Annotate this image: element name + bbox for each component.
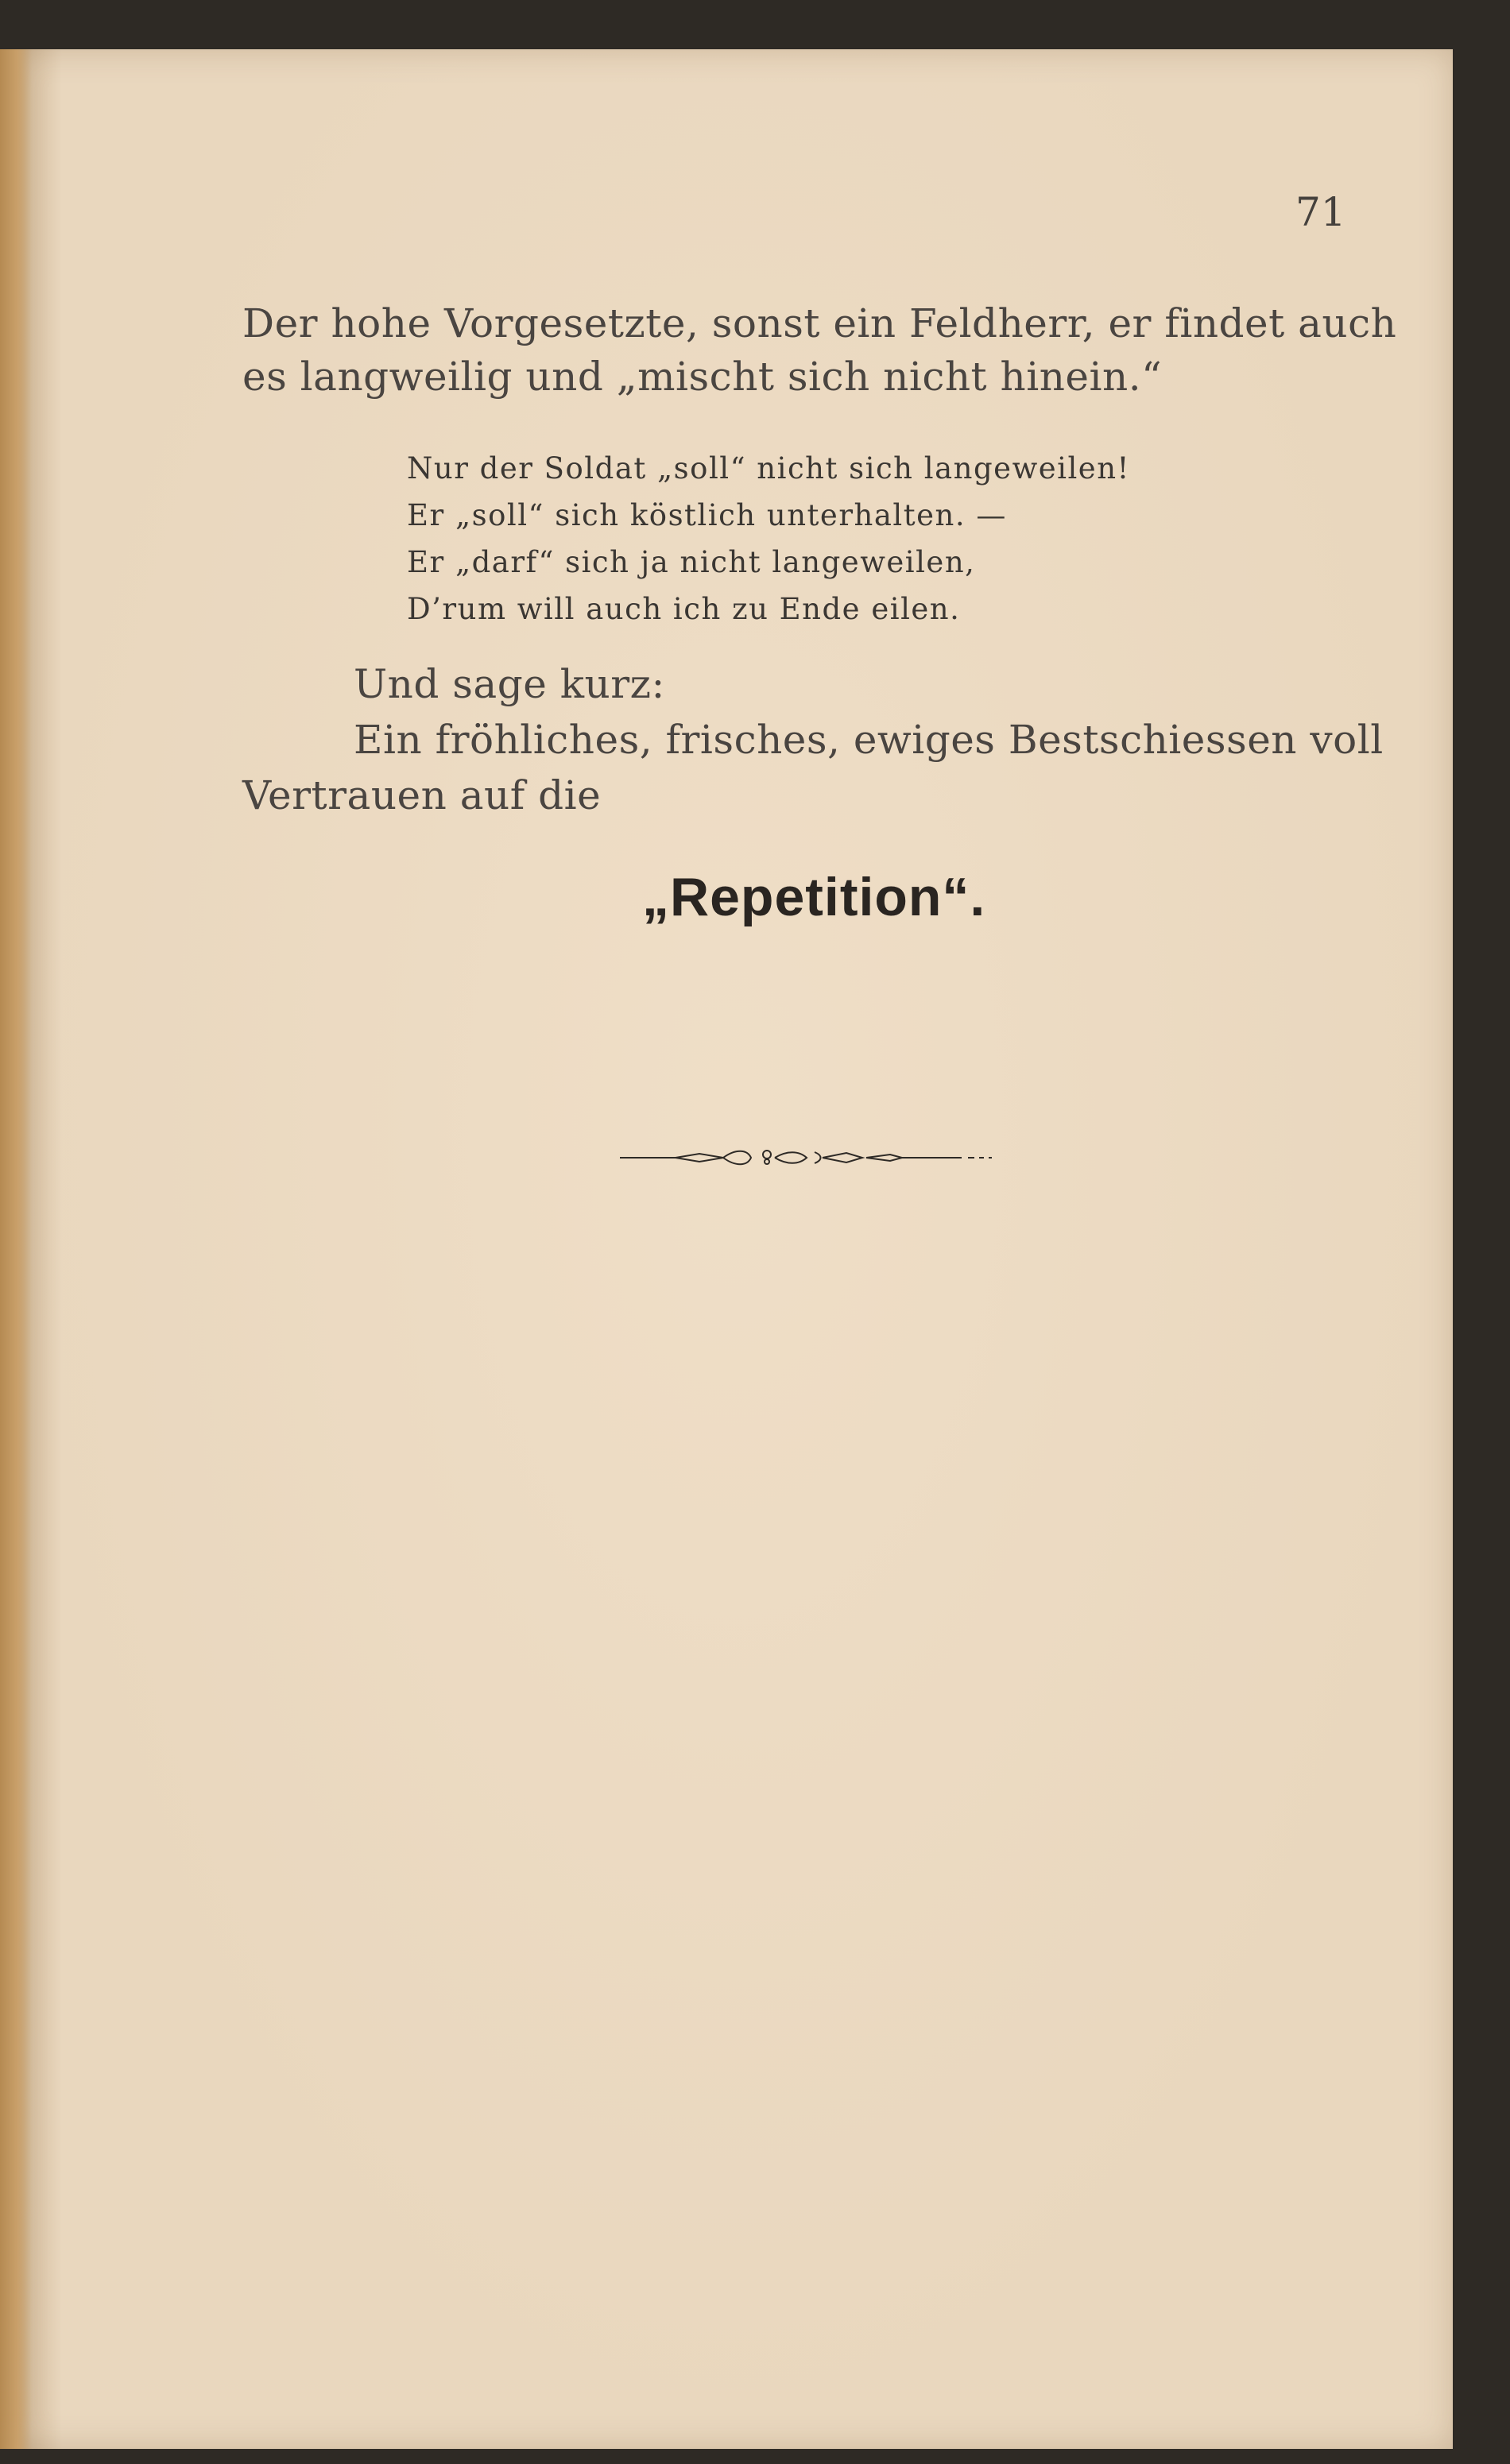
paragraph-line: Und sage kurz: xyxy=(354,661,665,707)
page-number: 71 xyxy=(1295,189,1346,235)
paragraph-line: es langweilig und „mischt sich nicht hinein.“ xyxy=(242,354,1163,400)
decorative-flourish-icon xyxy=(620,1144,993,1171)
closing-word: „Repetition“. xyxy=(642,867,986,927)
paragraph-line: Der hohe Vorgesetzte, sonst ein Feldherr, er findet auch xyxy=(242,300,1397,346)
verse-line: D’rum will auch ich zu Ende eilen. xyxy=(407,592,961,626)
page-binding-edge xyxy=(0,49,32,2449)
verse-line: Er „soll“ sich köstlich unterhalten. — xyxy=(407,498,1007,532)
verse-line: Nur der Soldat „soll“ nicht sich langeweilen! xyxy=(407,451,1130,485)
book-page xyxy=(14,49,1453,2449)
verse-line: Er „darf“ sich ja nicht langeweilen, xyxy=(407,545,976,579)
paragraph-line: Vertrauen auf die xyxy=(242,772,602,818)
paragraph-line: Ein fröhliches, frisches, ewiges Bestschiessen voll xyxy=(354,717,1384,763)
